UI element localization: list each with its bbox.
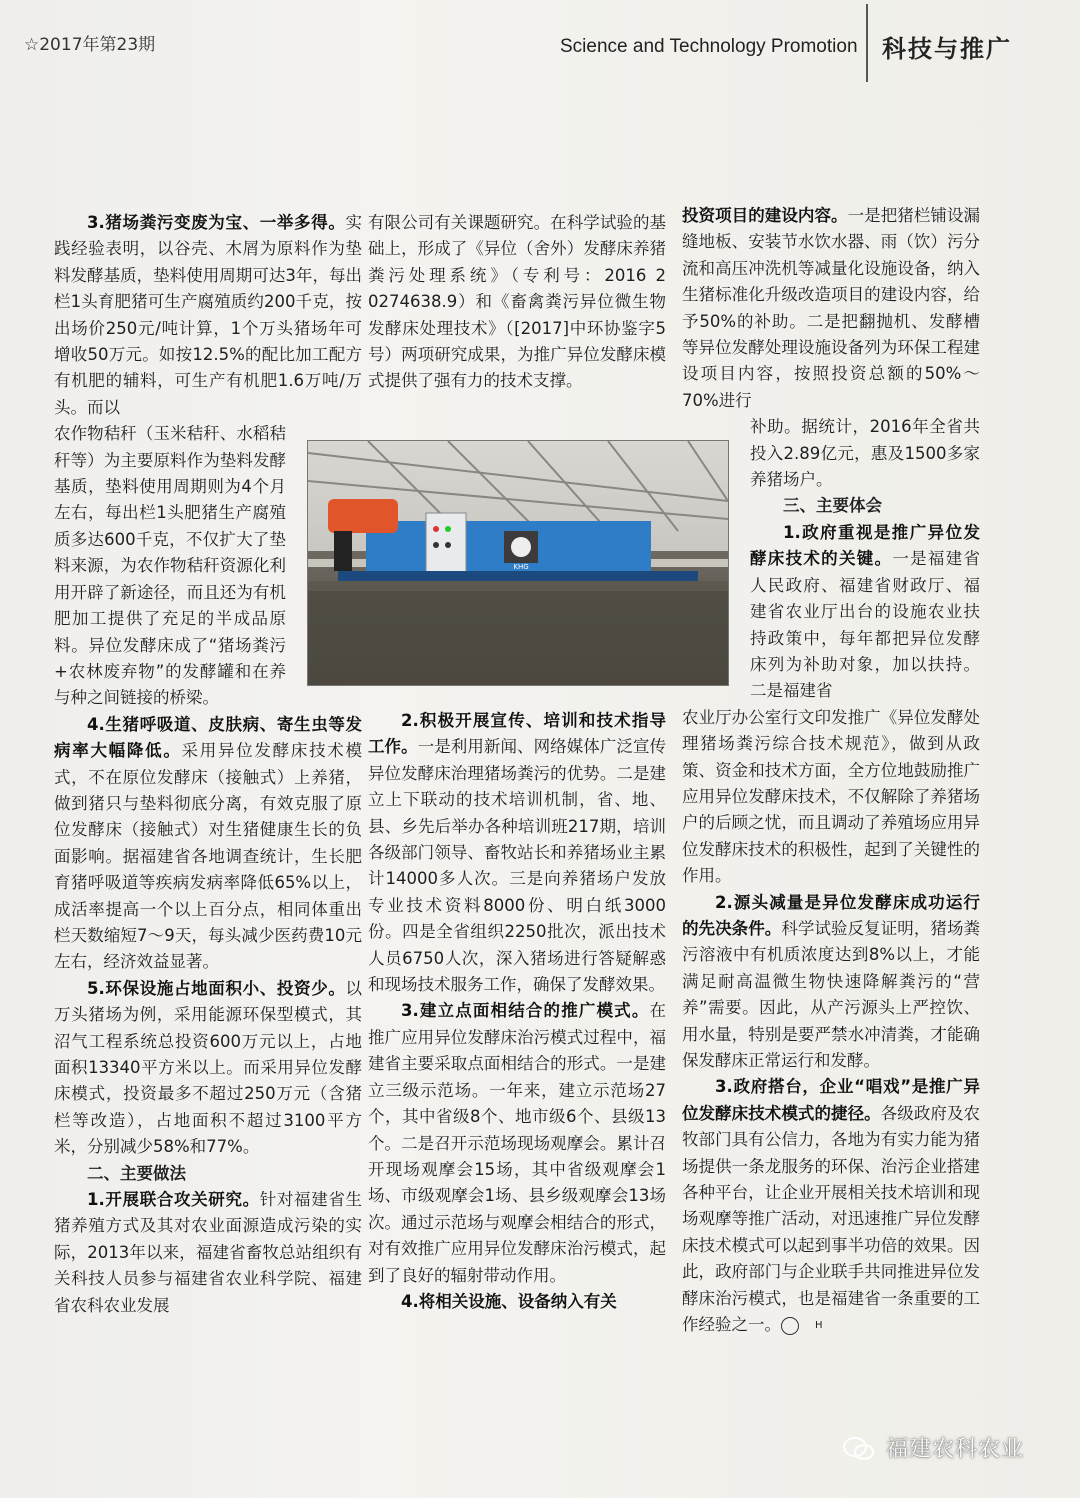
watermark-text: 福建农科农业 [886,1437,1025,1462]
col3-paragraph-1 [682,203,980,414]
col2-paragraph-3 [368,998,666,1288]
col2-paragraph-4 [368,1289,666,1315]
col2-p3-heading: 3.建立点面相结合的推广模式。 [401,1001,650,1021]
col1-p1-body: 实践经验表明，以谷壳、木屑为原料作为垫料发酵基质，垫料使用周期可达3年，每出栏1头育肥猪可生产腐殖质约200千克，按出场价250元/吨计算，1个万头猪场年可增收50万元。如按12.5%的配比加工配方有机肥的辅料，可生产有机肥1.6万吨/万头。而以 [54,213,362,417]
col3-p4-heading: 3.政府搭台，企业“唱戏”是推广异位发酵床技术模式的捷径。 [682,1077,980,1123]
col2-p2-body: 一是利用新闻、网络媒体广泛宣传异位发酵床治理猪场粪污的优势。二是建立上下联动的技术培训机制，省、地、县、乡先后举办各种培训班217期，培训各级部门领导、畜牧站长和养猪场业主累计14000多人次。三是向养猪场户发放专业技术资料8000份、明白纸3000份。四是全省组织2250批次，派出技术人员6750人次，深入猪场进行答疑解惑和现场技术服务工作，确保了发酵效果。 [368,737,667,995]
col3-p1-body: 一是把猪栏铺设漏缝地板、安装节水饮水器、雨（饮）污分流和高压冲洗机等减量化设施设备，纳入生猪标准化升级改造项目的建设内容，给予50%的补助。二是把翻抛机、发酵槽等异位发酵处理设施设备列为环保工程建设项目内容，按照投资总额的50%～70%进行 [682,206,981,410]
col1-p4-heading: 1.开展联合攻关研究。 [87,1190,260,1210]
column-2 [368,210,666,1315]
col3-paragraph-2 [750,520,980,705]
col1-p3-body: 以万头猪场为例，采用能源环保型模式，其沼气工程系统总投资600万元以上，占地面积13340平方米以上。而采用异位发酵床模式，投资最多不超过250万元（含猪栏等改造），占地面积不超过3100平方米，分别减少58%和77%。 [54,978,362,1157]
col1-p4-body: 针对福建省生猪养殖方式及其对农业面源造成污染的实际，2013年以来，福建省畜牧总站组织有关科技人员参与福建省农业科学院、福建省农科农业发展 [54,1190,363,1315]
article-end-mark: H [781,1317,799,1335]
col3-p1-heading: 投资项目的建设内容。 [682,206,848,225]
col1-p1-wrap: 农作物秸秆（玉米秸秆、水稻秸秆等）为主要原料作为垫料发酵基质，垫料使用周期则为4个月左右，每出栏1头肥猪生产腐殖质多达600千克，不仅扩大了垫料来源，为农作物秸秆资源化利用开辟了新途径，而且还为有机肥加工提供了充足的半成品原料。异位发酵床成了“猪场粪污+农林废弃物”的发酵罐和在养与种之间链接的桥梁。 [54,424,286,708]
col3-paragraph-2b: 农业厅办公室行文印发推广《异位发酵处理猪场粪污综合技术规范》，做到从政策、资金和技术方面，全方位地鼓励推广应用异位发酵床技术，不仅解除了养猪场户的后顾之忧，而且调动了养殖场应用异位发酵床技术的积极性，起到了关键性的作用。 [682,707,980,886]
col1-paragraph-1-wrap [54,421,286,711]
col3-p3-heading: 2.源头减量是异位发酵床成功运行的先决条件。 [682,892,980,938]
col3-p4-body: 各级政府及农牧部门具有公信力，各地为有实力能为猪场提供一条龙服务的环保、治污企业搭建各种平台，让企业开展相关技术培训和现场观摩等推广活动，对迅速推广异位发酵床技术模式可以起到事半功倍的效果。因此，政府部门与企业联手共同推进异位发酵床治污模式，也是福建省一条重要的工作经验之一。 [682,1103,981,1335]
wechat-icon [842,1436,876,1462]
col2-paragraph-1: 有限公司有关课题研究。在科学试验的基础上，形成了《异位（舍外）发酵床养猪粪污处理系统》（专利号：2016 2 0274638.9）和《畜禽粪污异位微生物发酵床处理技术》（[2017]中环协鉴字5号）两项研究成果，为推广异位发酵床模式提供了强有力的技术支撑。 [368,213,666,391]
col3-paragraph-4 [682,1074,980,1338]
col3-paragraph-3 [682,890,980,1075]
col3-p2-heading: 1.政府重视是推广异位发酵床技术的关键。 [750,522,980,569]
col1-p3-heading: 5.环保设施占地面积小、投资少。 [87,978,346,998]
col1-p2-heading: 4.生猪呼吸道、皮肤病、寄生虫等发病率大幅降低。 [54,714,362,761]
col2-paragraph-2 [368,708,666,998]
machine-logo-text: KHG [513,563,529,571]
col1-paragraph-4 [54,1187,362,1319]
column-3 [682,203,980,1338]
col3-p2-body-a: 一是福建省人民政府、福建省财政厅、福建省农业厅出台的设施农业扶持政策中，每年都把异位发酵床列为补助对象，加以扶持。二是福建省 [750,549,981,701]
fermentation-bed-photo [308,441,728,685]
machine-logo-icon [511,537,531,557]
issue-label: ☆2017年第23期 [24,35,156,55]
col3-section-heading: 三、主要体会 [783,496,882,516]
col3-p1-wrap: 补助。据统计，2016年全省共投入2.89亿元，惠及1500多家养猪场户。 [750,417,980,490]
col1-paragraph-2 [54,712,362,976]
col1-p1-heading: 3.猪场粪污变废为宝、一举多得。 [87,213,346,232]
col1-section-heading: 二、主要做法 [87,1163,186,1183]
col2-p3-body: 在推广应用异位发酵床治污模式过程中，福建省主要采取点面相结合的形式。一是建立三级示范场。一年来，建立示范场27个，其中省级8个、地市级6个、县级13个。二是召开示范场现场观摩会。累计召开现场观摩会15场，其中省级观摩会1场、市级观摩会1场、县乡级观摩会13场次。通过示范场与观摩会相结合的形式，对有效推广应用异位发酵床治污模式，起到了良好的辐射带动作用。 [368,1001,666,1285]
col3-paragraph-1-wrap [750,414,980,493]
col1-paragraph-1 [54,210,362,421]
header-divider [866,4,868,82]
col2-p2-heading: 2.积极开展宣传、培训和技术指导工作。 [368,711,666,757]
section-title-cn: 科技与推广 [882,35,1012,63]
col2-p4-heading: 4.将相关设施、设备纳入有关 [401,1291,617,1311]
column-1 [54,210,362,1319]
col1-p2-body: 采用异位发酵床技术模式，不在原位发酵床（接触式）上养猪，做到猪只与垫料彻底分离，有效克服了原位发酵床（接触式）对生猪健康生长的负面影响。据福建省各地调查统计，生长肥育猪呼吸道等疾病发病率降低65%以上，成活率提高一个以上百分点，相同体重出栏天数缩短7～9天，每头减少医药费10元左右，经济效益显著。 [54,741,362,972]
col3-p3-body: 科学试验反复证明，猪场粪污溶液中有机质浓度达到8%以上，才能满足耐高温微生物快速降解粪污的“营养”需要。因此，从产污源头上严控饮、用水量，特别是要严禁水冲清粪，才能确保发酵床正常运行和发酵。 [682,918,981,1070]
col1-paragraph-3 [54,976,362,1161]
section-title-en: Science and Technology Promotion [560,36,858,57]
fermentation-bed-illustration [308,441,728,685]
